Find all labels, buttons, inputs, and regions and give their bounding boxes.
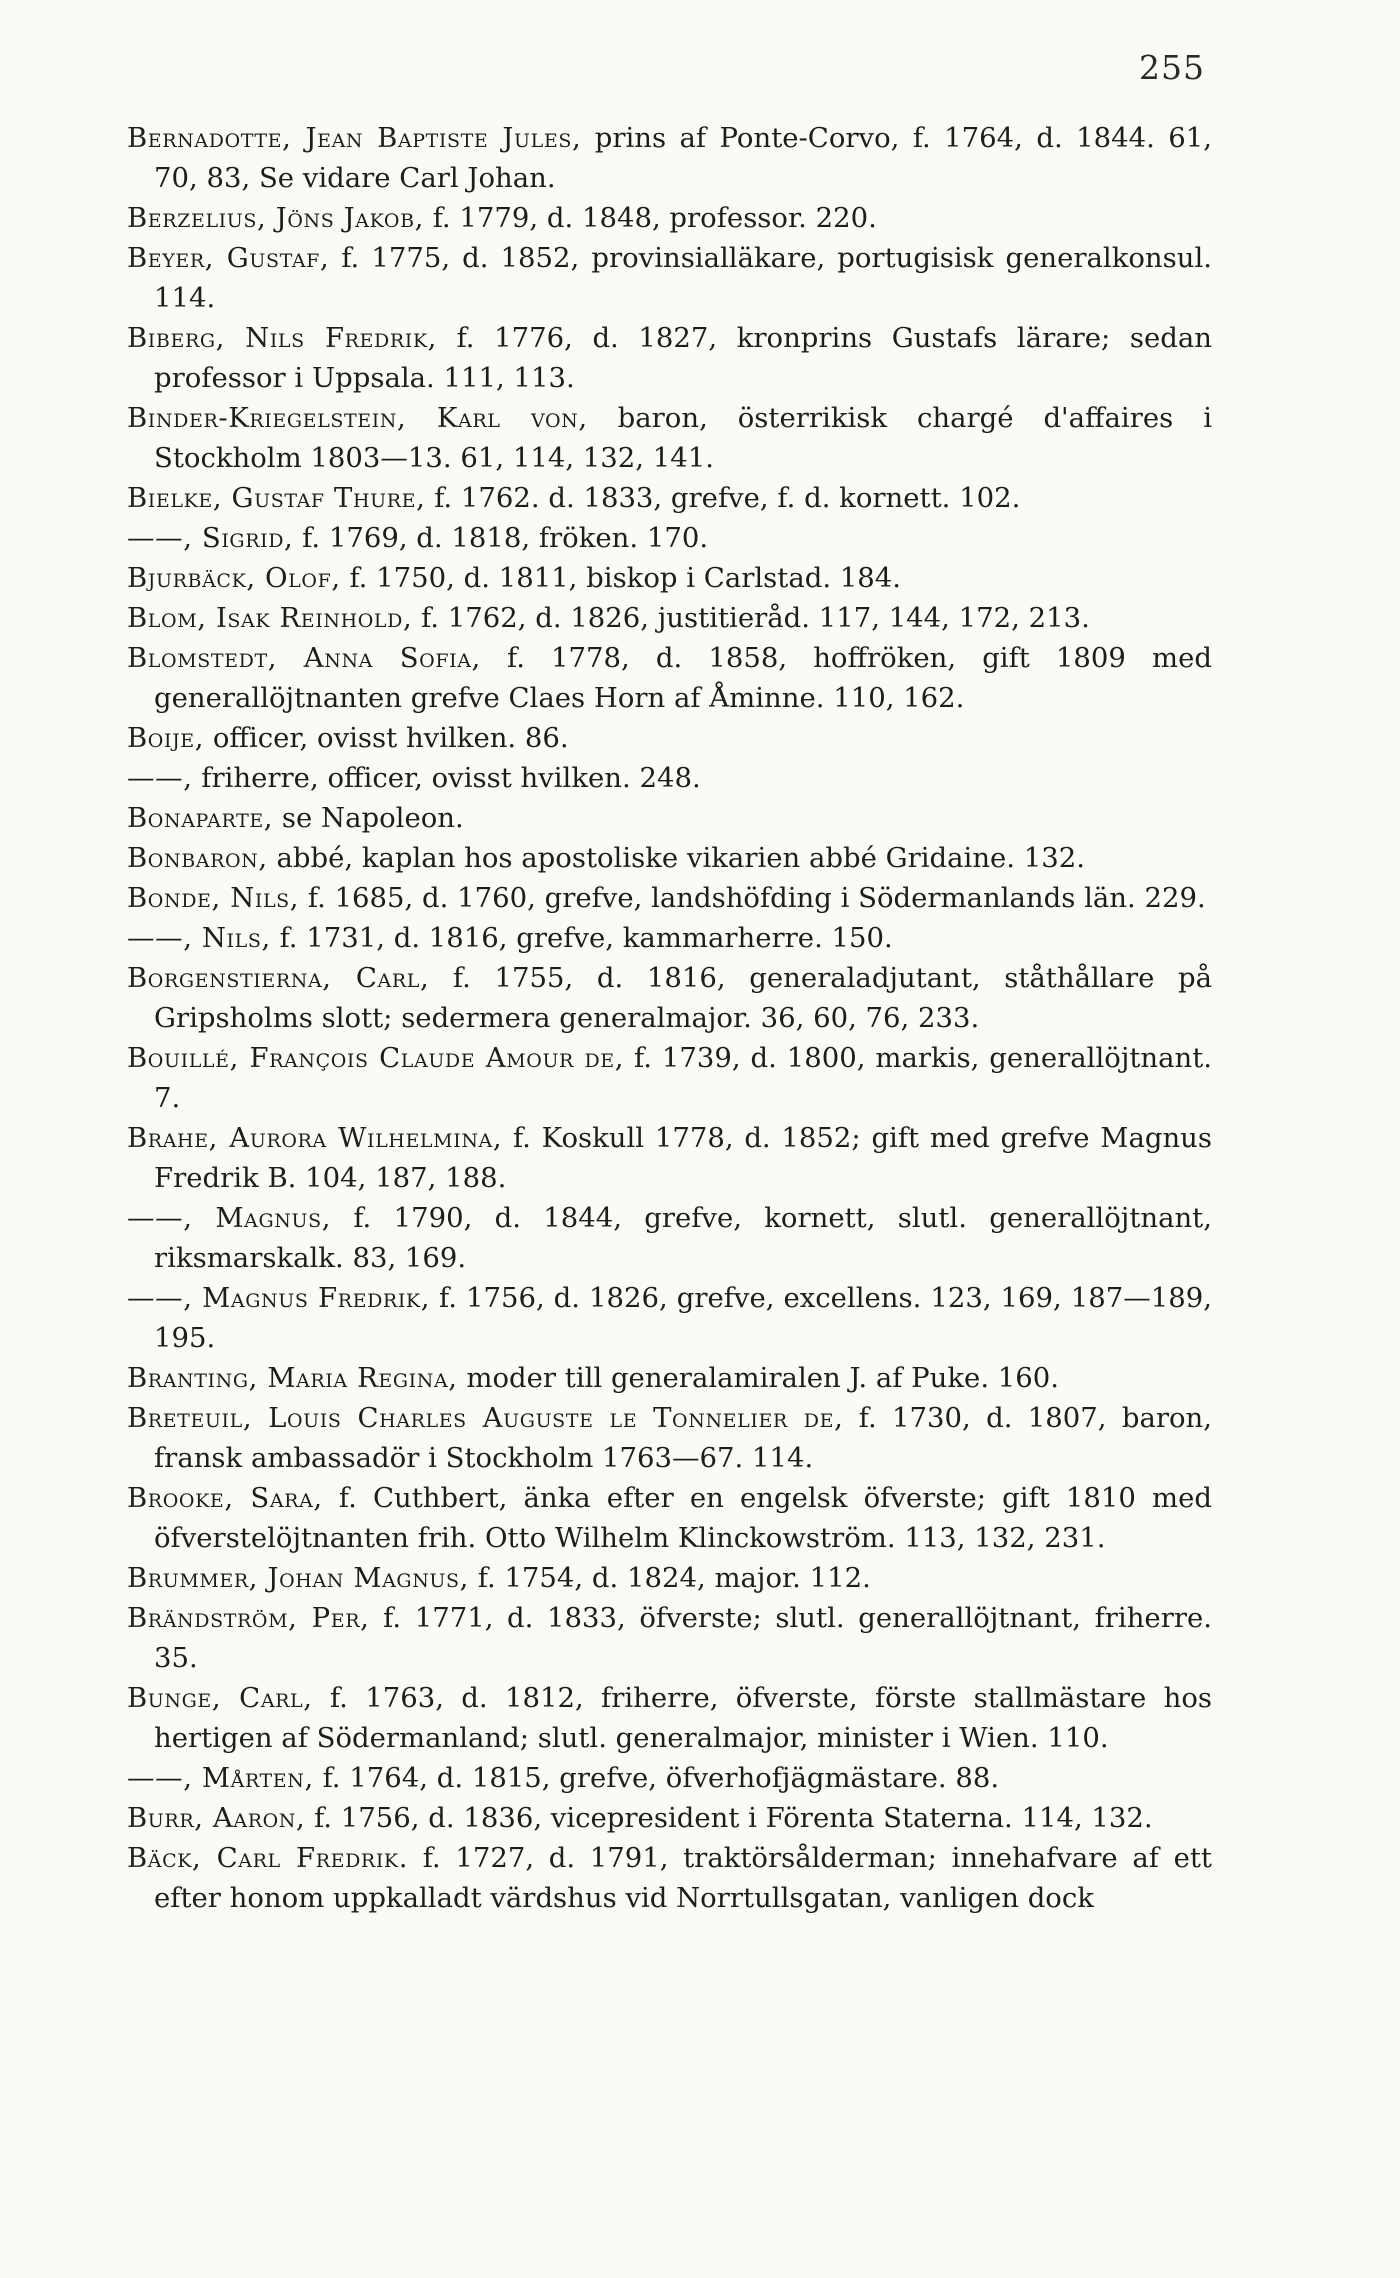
index-entry: [127, 1678, 1212, 1758]
index-entry: [127, 718, 1212, 758]
index-entry: [127, 838, 1212, 878]
index-entry: [127, 238, 1212, 318]
entry-name: ——,: [127, 762, 193, 794]
entry-name: Brahe, Aurora Wilhelmina,: [127, 1122, 503, 1154]
entry-name: Borgenstierna, Carl,: [127, 962, 430, 994]
entry-name: Brändström, Per,: [127, 1602, 370, 1634]
index-entry-list: [127, 118, 1212, 1918]
index-entry: [127, 958, 1212, 1038]
entry-name: Brooke, Sara,: [127, 1482, 323, 1514]
entry-details: f. 1790, d. 1844, grefve, kornett, slutl. generallöjtnant, riksmarskalk. 83, 169.: [154, 1202, 1212, 1274]
index-entry: [127, 518, 1212, 558]
entry-name: ——, Mårten,: [127, 1762, 314, 1794]
entry-name: Beyer, Gustaf,: [127, 242, 330, 274]
entry-details: f. 1778, d. 1858, hoffröken, gift 1809 med generallöjtnanten grefve Claes Horn af Åminne. 110, 162.: [154, 642, 1212, 714]
entry-details: f. 1763, d. 1812, friherre, öfverste, förste stallmästare hos hertigen af Södermanland; slutl. generalmajor, minister i Wien. 110.: [154, 1682, 1212, 1754]
index-entry: [127, 918, 1212, 958]
index-entry: [127, 398, 1212, 478]
index-entry: [127, 1758, 1212, 1798]
entry-details: f. 1764, d. 1815, grefve, öfverhofjägmästare. 88.: [313, 1762, 1000, 1794]
index-entry: [127, 638, 1212, 718]
entry-name: ——, Magnus,: [127, 1202, 332, 1234]
entry-name: ——, Sigrid,: [127, 522, 294, 554]
entry-details: f. 1754, d. 1824, major. 112.: [469, 1562, 871, 1594]
entry-name: Brummer, Johan Magnus,: [127, 1562, 470, 1594]
entry-name: Boije,: [127, 722, 205, 754]
entry-name: ——, Magnus Fredrik,: [127, 1282, 431, 1314]
index-entry: [127, 1118, 1212, 1198]
index-entry: [127, 1838, 1212, 1918]
index-entry: [127, 1798, 1212, 1838]
index-entry: [127, 1278, 1212, 1358]
entry-details: moder till generalamiralen J. af Puke. 160.: [457, 1362, 1060, 1394]
entry-details: f. 1762, d. 1826, justitieråd. 117, 144, 172, 213.: [412, 602, 1090, 634]
entry-name: ——, Nils,: [127, 922, 271, 954]
index-entry: [127, 478, 1212, 518]
entry-name: Binder-Kriegelstein, Karl von,: [127, 402, 588, 434]
entry-details: f. Cuthbert, änka efter en engelsk öfverste; gift 1810 med öfverstelöjtnanten frih. Otto Wilhelm Klinckowström. 113, 132, 231.: [154, 1482, 1212, 1554]
entry-name: Bouillé, François Claude Amour de,: [127, 1042, 625, 1074]
entry-details: prins af Ponte-Corvo, f. 1764, d. 1844. 61, 70, 83, Se vidare Carl Johan.: [154, 122, 1212, 194]
entry-name: Bielke, Gustaf Thure,: [127, 482, 426, 514]
entry-details: officer, ovisst hvilken. 86.: [204, 722, 569, 754]
page-number: 255: [1139, 48, 1205, 87]
index-entry: [127, 1478, 1212, 1558]
index-entry: [127, 1598, 1212, 1678]
entry-name: Bonde, Nils,: [127, 882, 300, 914]
entry-name: Branting, Maria Regina,: [127, 1362, 458, 1394]
entry-name: Biberg, Nils Fredrik,: [127, 322, 437, 354]
index-entry: [127, 558, 1212, 598]
index-entry: [127, 798, 1212, 838]
entry-details: f. 1730, d. 1807, baron, fransk ambassadör i Stockholm 1763—67. 114.: [154, 1402, 1212, 1474]
entry-name: Blomstedt, Anna Sofia,: [127, 642, 481, 674]
entry-details: f. 1776, d. 1827, kronprins Gustafs lärare; sedan professor i Uppsala. 111, 113.: [154, 322, 1212, 394]
entry-name: Berzelius, Jöns Jakob,: [127, 202, 424, 234]
entry-details: baron, österrikisk chargé d'affaires i Stockholm 1803—13. 61, 114, 132, 141.: [154, 402, 1212, 474]
index-entry: [127, 1038, 1212, 1118]
index-entry: [127, 1558, 1212, 1598]
entry-name: Bunge, Carl,: [127, 1682, 313, 1714]
entry-details: friherre, officer, ovisst hvilken. 248.: [192, 762, 701, 794]
index-entry: [127, 878, 1212, 918]
entry-name: Burr, Aaron,: [127, 1802, 306, 1834]
entry-details: f. 1750, d. 1811, biskop i Carlstad. 184.: [340, 562, 902, 594]
entry-details: f. 1769, d. 1818, fröken. 170.: [293, 522, 709, 554]
entry-details: f. Koskull 1778, d. 1852; gift med grefve Magnus Fredrik B. 104, 187, 188.: [154, 1122, 1212, 1194]
index-entry: [127, 1358, 1212, 1398]
entry-details: f. 1755, d. 1816, generaladjutant, ståthållare på Gripsholms slott; sedermera generalmajor. 36, 60, 76, 233.: [154, 962, 1213, 1034]
entry-details: f. 1775, d. 1852, provinsialläkare, portugisisk generalkonsul. 114.: [154, 242, 1212, 314]
entry-name: Bjurbäck, Olof,: [127, 562, 341, 594]
entry-details: f. 1685, d. 1760, grefve, landshöfding i Södermanlands län. 229.: [299, 882, 1206, 914]
entry-details: f. 1756, d. 1826, grefve, excellens. 123, 169, 187—189, 195.: [154, 1282, 1212, 1354]
entry-details: f. 1762. d. 1833, grefve, f. d. kornett. 102.: [425, 482, 1021, 514]
entry-name: Bernadotte, Jean Baptiste Jules,: [127, 122, 582, 154]
entry-details: se Napoleon.: [273, 802, 464, 834]
entry-name: Bonaparte,: [127, 802, 274, 834]
entry-details: f. 1756, d. 1836, vicepresident i Förenta Staterna. 114, 132.: [305, 1802, 1153, 1834]
entry-details: f. 1739, d. 1800, markis, generallöjtnant. 7.: [154, 1042, 1213, 1114]
index-entry: [127, 1198, 1212, 1278]
entry-details: f. 1779, d. 1848, professor. 220.: [423, 202, 877, 234]
index-entry: [127, 758, 1212, 798]
entry-name: Bonbaron,: [127, 842, 268, 874]
entry-details: abbé, kaplan hos apostoliske vikarien abbé Gridaine. 132.: [267, 842, 1086, 874]
entry-details: f. 1771, d. 1833, öfverste; slutl. generallöjtnant, friherre. 35.: [154, 1602, 1213, 1674]
entry-details: f. 1731, d. 1816, grefve, kammarherre. 150.: [270, 922, 893, 954]
entry-details: f. 1727, d. 1791, traktörsålderman; innehafvare af ett efter honom uppkalladt värdshus vid Norrtullsgatan, vanligen dock: [154, 1842, 1212, 1914]
entry-name: Blom, Isak Reinhold,: [127, 602, 413, 634]
entry-name: Bäck, Carl Fredrik.: [127, 1842, 409, 1874]
index-entry: [127, 318, 1212, 398]
entry-name: Breteuil, Louis Charles Auguste le Tonnelier de,: [127, 1402, 844, 1434]
index-entry: [127, 598, 1212, 638]
index-entry: [127, 1398, 1212, 1478]
index-entry: [127, 118, 1212, 198]
index-entry: [127, 198, 1212, 238]
